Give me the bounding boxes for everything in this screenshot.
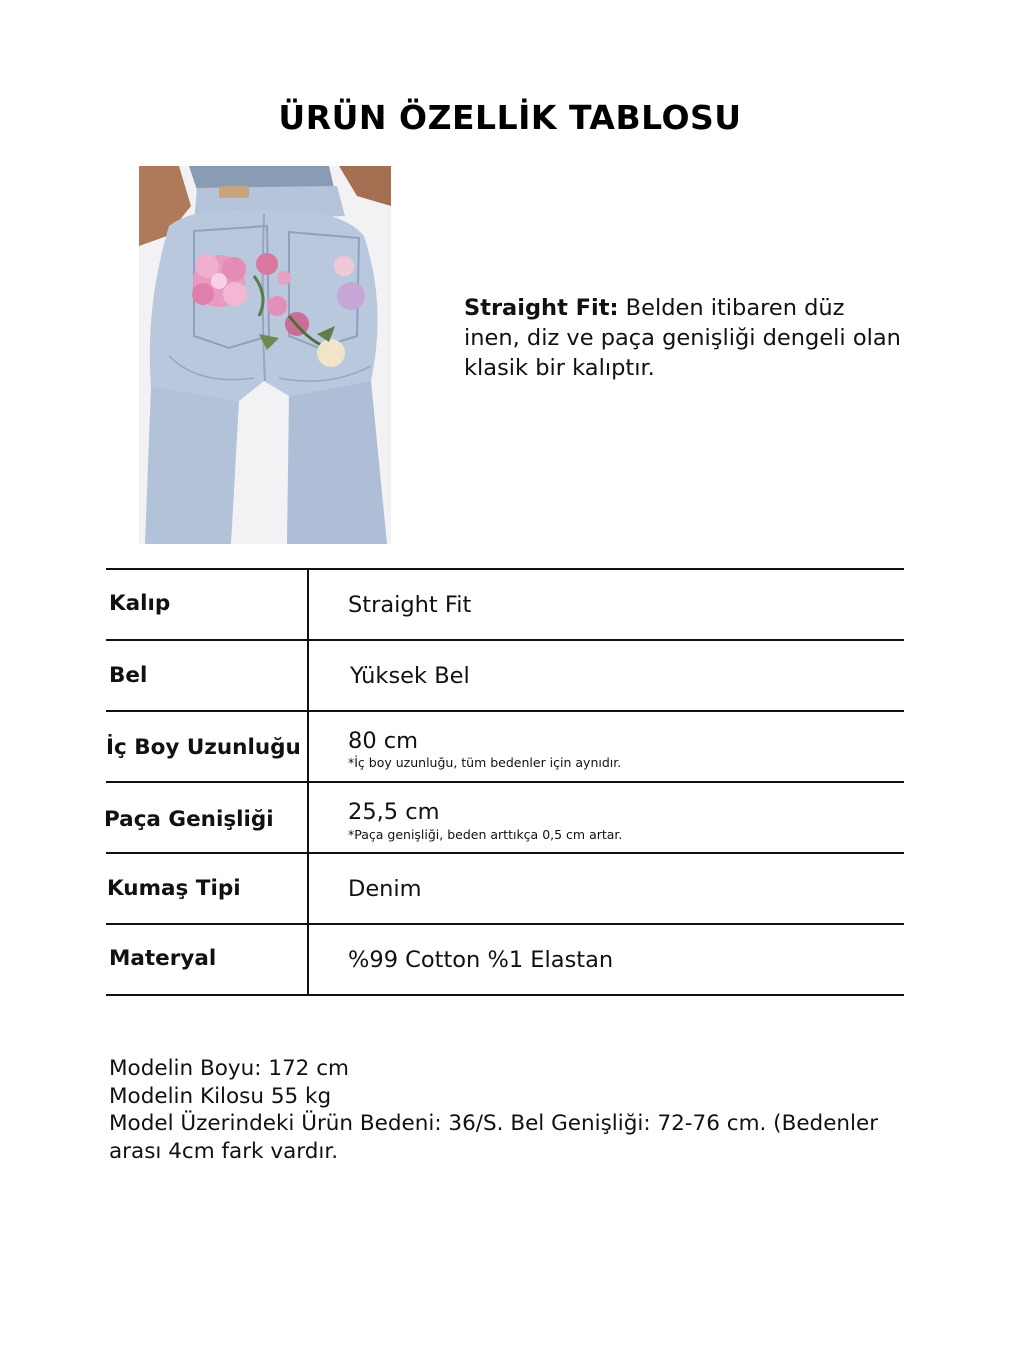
spec-row-kumas bbox=[106, 852, 904, 923]
model-weight: Modelin Kilosu 55 kg bbox=[109, 1083, 332, 1109]
product-photo bbox=[139, 166, 391, 544]
spec-label: Materyal bbox=[109, 946, 217, 971]
spec-value: 80 cm bbox=[348, 728, 419, 754]
column-divider bbox=[307, 570, 309, 639]
spec-value: Denim bbox=[348, 876, 422, 902]
spec-note: *Paça genişliği, beden arttıkça 0,5 cm artar. bbox=[348, 827, 623, 842]
spec-note: *İç boy uzunluğu, tüm bedenler için aynıdır. bbox=[348, 755, 622, 770]
spec-value: Straight Fit bbox=[348, 592, 472, 618]
fit-description bbox=[464, 293, 904, 383]
spec-table bbox=[106, 568, 904, 996]
fit-text: Belden itibaren düz inen, diz ve paça genişliği dengeli olan klasik bir kalıptır. bbox=[464, 295, 901, 381]
spec-label: Paça Genişliği bbox=[104, 807, 274, 832]
spec-row-ic-boy bbox=[106, 710, 904, 781]
spec-row-kalip bbox=[106, 568, 904, 639]
column-divider bbox=[307, 925, 309, 994]
column-divider bbox=[307, 641, 309, 710]
spec-value: 25,5 cm bbox=[348, 799, 440, 825]
fit-term: Straight Fit: bbox=[464, 295, 619, 321]
spec-label: İç Boy Uzunluğu bbox=[106, 735, 301, 760]
spec-label: Kalıp bbox=[109, 591, 171, 616]
spec-value: Yüksek Bel bbox=[350, 663, 470, 689]
spec-row-bel bbox=[106, 639, 904, 710]
model-height: Modelin Boyu: 172 cm bbox=[109, 1056, 349, 1081]
column-divider bbox=[307, 854, 309, 923]
column-divider bbox=[307, 712, 309, 781]
spec-label: Bel bbox=[109, 663, 148, 688]
page-title: ÜRÜN ÖZELLİK TABLOSU bbox=[278, 98, 742, 137]
spec-label: Kumaş Tipi bbox=[107, 876, 241, 901]
spec-value: %99 Cotton %1 Elastan bbox=[348, 947, 614, 973]
jeans-illustration bbox=[139, 166, 391, 544]
spec-row-materyal bbox=[106, 923, 904, 996]
model-size: Model Üzerindeki Ürün Bedeni: 36/S. Bel Genişliği: 72-76 cm. (Bedenler arası 4cm fark vardır. bbox=[109, 1111, 879, 1164]
model-info bbox=[109, 1055, 909, 1165]
column-divider bbox=[307, 783, 309, 852]
spec-row-paca bbox=[106, 781, 904, 852]
